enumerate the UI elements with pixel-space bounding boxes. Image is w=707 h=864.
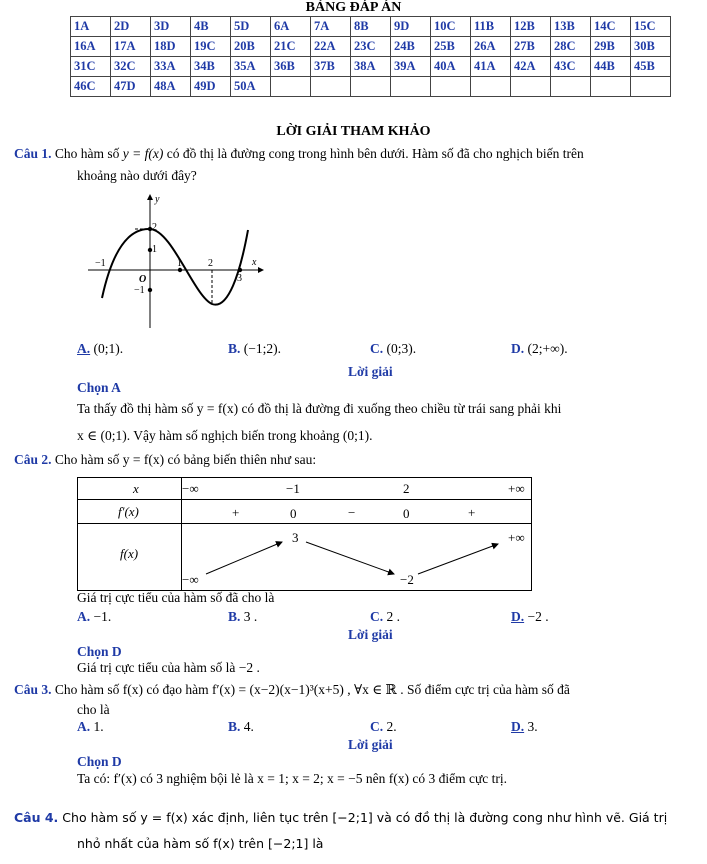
- q1-choice-b[interactable]: B. (−1;2).: [228, 341, 281, 356]
- answer-key-row: [71, 57, 671, 77]
- tick-x2: 2: [208, 258, 213, 269]
- answer-key-cell: 44B: [591, 57, 631, 77]
- answer-key-cell: 34B: [191, 57, 231, 77]
- answer-key-cell: 43C: [551, 57, 591, 77]
- answer-key-cell: 46C: [71, 77, 111, 97]
- q1-answer: Chọn A: [77, 380, 121, 395]
- answer-key-cell: 49D: [191, 77, 231, 97]
- answer-key-cell: 36B: [271, 57, 311, 77]
- answer-key-cell: 39A: [391, 57, 431, 77]
- answer-key-table: [70, 16, 671, 97]
- q3-choice-d[interactable]: D. 3.: [511, 719, 538, 734]
- variation-table: [77, 477, 532, 591]
- answer-key-cell: 25B: [431, 37, 471, 57]
- answer-key-cell: 42A: [511, 57, 551, 77]
- answer-key-cell: 48A: [151, 77, 191, 97]
- tick-x1: 1: [177, 258, 182, 269]
- q3-choice-c[interactable]: C. 2.: [370, 719, 397, 734]
- answer-key-cell: [391, 77, 431, 97]
- answer-key-cell: 23C: [351, 37, 391, 57]
- answer-key-cell: [351, 77, 391, 97]
- tick-y2: 2: [152, 222, 157, 233]
- answer-key-cell: 31C: [71, 57, 111, 77]
- answer-key-cell: 10C: [431, 17, 471, 37]
- vt-sign-2: −: [348, 505, 356, 520]
- q3-text-cont: cho là: [77, 702, 110, 717]
- q3-explanation: Ta có: f′(x) có 3 nghiệm bội lẻ là x = 1; x = 2; x = −5 nên f(x) có 3 điểm cực trị.: [77, 771, 508, 786]
- answer-key-title: BẢNG ĐÁP ÁN: [305, 0, 402, 15]
- answer-key-cell: [631, 77, 671, 97]
- answer-key-cell: 21C: [271, 37, 311, 57]
- q1-choice-c[interactable]: C. (0;3).: [370, 341, 417, 356]
- arrow-up-2: [418, 544, 498, 574]
- q2-text: Câu 2. Cho hàm số y = f(x) có bảng biến thiên như sau:: [14, 452, 317, 467]
- q2-choice-d[interactable]: D. −2 .: [511, 609, 549, 624]
- vt-x-1: −1: [286, 481, 300, 496]
- answer-key-cell: [471, 77, 511, 97]
- vt-f-1: 3: [292, 530, 299, 545]
- vt-arrows: [78, 478, 531, 590]
- q1-text: Câu 1. Cho hàm số y = f(x) có đồ thị là đường cong trong hình bên dưới. Hàm số đã cho nghịch biến trên: [14, 146, 584, 161]
- answer-key-cell: 28C: [551, 37, 591, 57]
- answer-key-cell: 35A: [231, 57, 271, 77]
- answer-key-cell: [311, 77, 351, 97]
- q2-question: Giá trị cực tiểu của hàm số đã cho là: [77, 590, 275, 605]
- answer-key-cell: 37B: [311, 57, 351, 77]
- q1-label: Câu 1.: [14, 146, 52, 161]
- arrow-down: [306, 542, 394, 574]
- q4-label: Câu 4.: [14, 810, 59, 825]
- q1-choice-a[interactable]: A. (0;1).: [77, 341, 124, 356]
- tick-xm1: −1: [95, 258, 106, 269]
- answer-key-cell: 9D: [391, 17, 431, 37]
- answer-key-cell: 26A: [471, 37, 511, 57]
- q2-solution-title: Lời giải: [348, 627, 393, 642]
- answer-key-cell: 40A: [431, 57, 471, 77]
- arrow-up-1: [206, 542, 282, 574]
- q2-answer: Chọn D: [77, 644, 122, 659]
- y-label: y: [155, 194, 160, 205]
- answer-key-cell: 6A: [271, 17, 311, 37]
- answer-key-cell: 12B: [511, 17, 551, 37]
- q2-explanation: Giá trị cực tiểu của hàm số là −2 .: [77, 660, 260, 675]
- q3-choice-a[interactable]: A. 1.: [77, 719, 104, 734]
- vt-f-2: −2: [400, 572, 414, 587]
- q1-explanation-2: x ∈ (0;1). Vậy hàm số nghịch biến trong khoảng (0;1).: [77, 428, 373, 443]
- answer-key-cell: 13B: [551, 17, 591, 37]
- tick-x3: 3: [237, 273, 242, 284]
- answer-key-cell: 8B: [351, 17, 391, 37]
- answer-key-cell: 24B: [391, 37, 431, 57]
- q2-choice-c[interactable]: C. 2 .: [370, 609, 400, 624]
- q2-choice-a[interactable]: A. −1.: [77, 609, 112, 624]
- q3-answer: Chọn D: [77, 754, 122, 769]
- answer-key-cell: 4B: [191, 17, 231, 37]
- vt-f-3: +∞: [508, 530, 525, 545]
- answer-key-cell: [511, 77, 551, 97]
- answer-key-cell: 33A: [151, 57, 191, 77]
- answer-key-cell: 19C: [191, 37, 231, 57]
- answer-key-cell: 29B: [591, 37, 631, 57]
- tick-y1: 1: [152, 244, 157, 255]
- q4-text: Câu 4. Cho hàm số y = f(x) xác định, liên tục trên [−2;1] và có đồ thị là đường cong như hình vẽ. Giá trị: [14, 810, 668, 825]
- x-label: x: [252, 257, 257, 268]
- q1-solution-title: Lời giải: [348, 364, 393, 379]
- answer-key-cell: 32C: [111, 57, 151, 77]
- q1-graph: [88, 192, 268, 332]
- q1-explanation-1: Ta thấy đồ thị hàm số y = f(x) có đồ thị là đường đi xuống theo chiều từ trái sang phải khi: [77, 401, 562, 416]
- vt-func-head: f(x): [120, 546, 139, 561]
- answer-key-cell: 11B: [471, 17, 511, 37]
- vt-sign-3: 0: [403, 506, 410, 521]
- answer-key-cell: 1A: [71, 17, 111, 37]
- answer-key-cell: [591, 77, 631, 97]
- answer-key-cell: 14C: [591, 17, 631, 37]
- q3-solution-title: Lời giải: [348, 737, 393, 752]
- answer-key-cell: 38A: [351, 57, 391, 77]
- answer-key-cell: 2D: [111, 17, 151, 37]
- answer-key-cell: 17A: [111, 37, 151, 57]
- vt-sign-4: +: [468, 505, 476, 520]
- point-x3: [238, 268, 242, 272]
- vt-x-3: +∞: [508, 481, 525, 496]
- q3-label: Câu 3.: [14, 682, 52, 697]
- answer-key-cell: [431, 77, 471, 97]
- answer-key-cell: 27B: [511, 37, 551, 57]
- vt-sign-1: 0: [290, 506, 297, 521]
- answer-key-cell: 22A: [311, 37, 351, 57]
- tick-ym1: −1: [134, 285, 145, 296]
- curve: [102, 229, 248, 305]
- q2-label: Câu 2.: [14, 452, 52, 467]
- answer-key-cell: 30B: [631, 37, 671, 57]
- answer-key-cell: 41A: [471, 57, 511, 77]
- vt-x-2: 2: [403, 481, 410, 496]
- answer-key-row: [71, 37, 671, 57]
- vt-deriv-head: f′(x): [118, 504, 139, 519]
- answer-key-cell: 16A: [71, 37, 111, 57]
- vt-x-0: −∞: [182, 481, 199, 496]
- answer-key-cell: 20B: [231, 37, 271, 57]
- answer-key-cell: 45B: [631, 57, 671, 77]
- answer-key-cell: 15C: [631, 17, 671, 37]
- y-axis-arrow-icon: [147, 194, 153, 200]
- q3-choice-b[interactable]: B. 4.: [228, 719, 254, 734]
- vt-f-0: −∞: [182, 572, 199, 587]
- x-axis-arrow-icon: [258, 267, 264, 273]
- vt-x-head: x: [133, 481, 139, 496]
- answer-key-row: [71, 77, 671, 97]
- answer-key-cell: 7A: [311, 17, 351, 37]
- answer-key-row: [71, 17, 671, 37]
- point-ym1: [148, 288, 152, 292]
- q2-choice-b[interactable]: B. 3 .: [228, 609, 258, 624]
- q1-choice-d[interactable]: D. (2;+∞).: [511, 341, 568, 356]
- q1-text-cont: khoảng nào dưới đây?: [77, 168, 197, 183]
- answer-key-cell: 3D: [151, 17, 191, 37]
- answer-key-cell: 47D: [111, 77, 151, 97]
- answer-key-cell: 18D: [151, 37, 191, 57]
- q4-text-cont: nhỏ nhất của hàm số f(x) trên [−2;1] là: [77, 836, 324, 851]
- answer-key-cell: [271, 77, 311, 97]
- answer-key-cell: 50A: [231, 77, 271, 97]
- vt-sign-0: +: [232, 505, 240, 520]
- answer-key-cell: [551, 77, 591, 97]
- origin-label: O: [139, 274, 147, 285]
- section-title: LỜI GIẢI THAM KHẢO: [276, 124, 431, 139]
- answer-key-cell: 5D: [231, 17, 271, 37]
- q3-text: Câu 3. Cho hàm số f(x) có đạo hàm f′(x) = (x−2)(x−1)³(x+5) , ∀x ∈ ℝ . Số điểm cực trị của hàm số đã: [14, 682, 570, 697]
